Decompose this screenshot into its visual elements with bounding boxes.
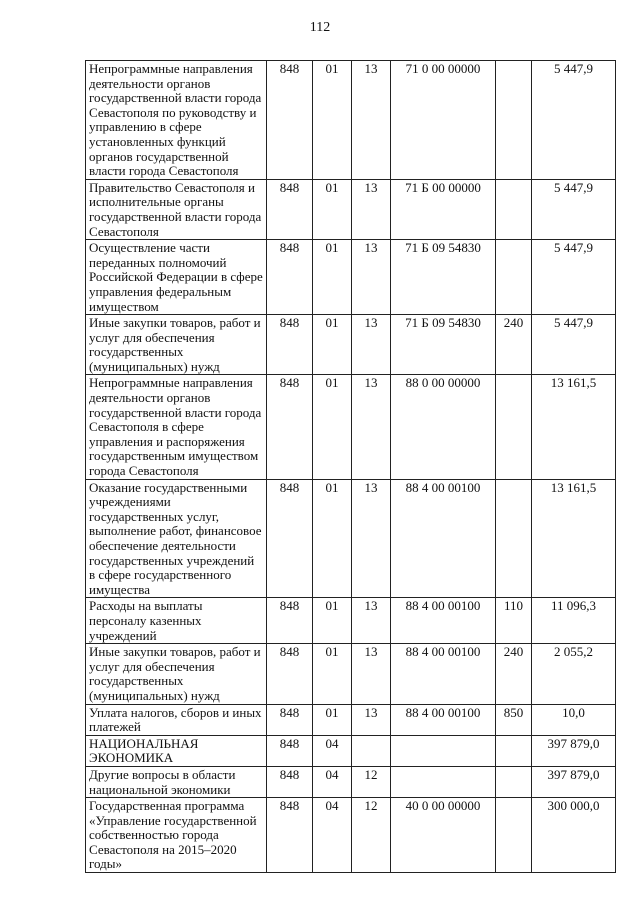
expense-name-cell: Расходы на выплаты персоналу казенных учреждений xyxy=(86,598,267,644)
table-row xyxy=(86,644,616,704)
section-cell: 01 xyxy=(313,179,352,239)
department-code-cell: 848 xyxy=(267,704,313,735)
amount-cell: 5 447,9 xyxy=(532,179,616,239)
table-row xyxy=(86,798,616,873)
amount-cell: 397 879,0 xyxy=(532,766,616,797)
subsection-cell: 13 xyxy=(352,179,391,239)
target-article-cell: 71 Б 00 00000 xyxy=(391,179,496,239)
table-row xyxy=(86,375,616,479)
expense-type-cell xyxy=(496,766,532,797)
section-cell: 01 xyxy=(313,479,352,598)
department-code-cell: 848 xyxy=(267,798,313,873)
table-row xyxy=(86,598,616,644)
target-article-cell: 40 0 00 00000 xyxy=(391,798,496,873)
expense-type-cell: 110 xyxy=(496,598,532,644)
table-row xyxy=(86,735,616,766)
page-number: 112 xyxy=(309,20,331,35)
expense-type-cell xyxy=(496,479,532,598)
expense-name-cell: НАЦИОНАЛЬНАЯ ЭКОНОМИКА xyxy=(86,735,267,766)
subsection-cell: 13 xyxy=(352,315,391,375)
department-code-cell: 848 xyxy=(267,179,313,239)
section-cell: 01 xyxy=(313,704,352,735)
section-cell: 01 xyxy=(313,644,352,704)
section-cell: 01 xyxy=(313,598,352,644)
section-cell: 01 xyxy=(313,315,352,375)
subsection-cell xyxy=(352,735,391,766)
department-code-cell: 848 xyxy=(267,315,313,375)
table-row xyxy=(86,315,616,375)
amount-cell: 13 161,5 xyxy=(532,479,616,598)
target-article-cell: 88 0 00 00000 xyxy=(391,375,496,479)
amount-cell: 397 879,0 xyxy=(532,735,616,766)
expense-name-cell: Другие вопросы в области национальной экономики xyxy=(86,766,267,797)
expense-type-cell: 240 xyxy=(496,315,532,375)
table-row xyxy=(86,179,616,239)
table-row xyxy=(86,240,616,315)
amount-cell: 13 161,5 xyxy=(532,375,616,479)
target-article-cell: 88 4 00 00100 xyxy=(391,704,496,735)
target-article-cell xyxy=(391,735,496,766)
department-code-cell: 848 xyxy=(267,598,313,644)
table-row xyxy=(86,766,616,797)
amount-cell: 5 447,9 xyxy=(532,315,616,375)
expense-name-cell: Непрограммные направления деятельности органов государственной власти города Севастополя по руководству и управлению в сфере установленных функций органов государственной власти города Севастополя xyxy=(86,61,267,180)
department-code-cell: 848 xyxy=(267,644,313,704)
subsection-cell: 13 xyxy=(352,598,391,644)
expense-type-cell xyxy=(496,798,532,873)
amount-cell: 5 447,9 xyxy=(532,61,616,180)
expense-type-cell xyxy=(496,61,532,180)
expense-type-cell xyxy=(496,375,532,479)
section-cell: 01 xyxy=(313,240,352,315)
expense-name-cell: Осуществление части переданных полномочий Российской Федерации в сфере управления федеральным имуществом xyxy=(86,240,267,315)
expense-name-cell: Иные закупки товаров, работ и услуг для обеспечения государственных (муниципальных) нужд xyxy=(86,315,267,375)
budget-table xyxy=(85,60,616,873)
expense-type-cell: 240 xyxy=(496,644,532,704)
department-code-cell: 848 xyxy=(267,479,313,598)
department-code-cell: 848 xyxy=(267,735,313,766)
expense-type-cell xyxy=(496,240,532,315)
expense-name-cell: Оказание государственными учреждениями государственных услуг, выполнение работ, финансовое обеспечение деятельности государственных учреждений в сфере государственного имущества xyxy=(86,479,267,598)
subsection-cell: 13 xyxy=(352,479,391,598)
expense-type-cell: 850 xyxy=(496,704,532,735)
amount-cell: 10,0 xyxy=(532,704,616,735)
expense-name-cell: Правительство Севастополя и исполнительные органы государственной власти города Севастополя xyxy=(86,179,267,239)
target-article-cell: 88 4 00 00100 xyxy=(391,644,496,704)
section-cell: 04 xyxy=(313,798,352,873)
department-code-cell: 848 xyxy=(267,766,313,797)
table-row xyxy=(86,61,616,180)
expense-name-cell: Уплата налогов, сборов и иных платежей xyxy=(86,704,267,735)
subsection-cell: 13 xyxy=(352,644,391,704)
expense-type-cell xyxy=(496,179,532,239)
subsection-cell: 13 xyxy=(352,240,391,315)
target-article-cell: 88 4 00 00100 xyxy=(391,598,496,644)
target-article-cell: 71 Б 09 54830 xyxy=(391,315,496,375)
amount-cell: 11 096,3 xyxy=(532,598,616,644)
subsection-cell: 12 xyxy=(352,798,391,873)
subsection-cell: 13 xyxy=(352,375,391,479)
target-article-cell: 71 0 00 00000 xyxy=(391,61,496,180)
expense-type-cell xyxy=(496,735,532,766)
subsection-cell: 13 xyxy=(352,704,391,735)
target-article-cell xyxy=(391,766,496,797)
table-row xyxy=(86,704,616,735)
target-article-cell: 71 Б 09 54830 xyxy=(391,240,496,315)
table-row xyxy=(86,479,616,598)
department-code-cell: 848 xyxy=(267,61,313,180)
expense-name-cell: Государственная программа «Управление государственной собственностью города Севастополя на 2015–2020 годы» xyxy=(86,798,267,873)
amount-cell: 300 000,0 xyxy=(532,798,616,873)
department-code-cell: 848 xyxy=(267,240,313,315)
amount-cell: 5 447,9 xyxy=(532,240,616,315)
section-cell: 01 xyxy=(313,375,352,479)
section-cell: 04 xyxy=(313,735,352,766)
subsection-cell: 13 xyxy=(352,61,391,180)
subsection-cell: 12 xyxy=(352,766,391,797)
amount-cell: 2 055,2 xyxy=(532,644,616,704)
section-cell: 04 xyxy=(313,766,352,797)
expense-name-cell: Непрограммные направления деятельности органов государственной власти города Севастополя в сфере управления и распоряжения государственным имуществом города Севастополя xyxy=(86,375,267,479)
expense-name-cell: Иные закупки товаров, работ и услуг для обеспечения государственных (муниципальных) нужд xyxy=(86,644,267,704)
section-cell: 01 xyxy=(313,61,352,180)
department-code-cell: 848 xyxy=(267,375,313,479)
target-article-cell: 88 4 00 00100 xyxy=(391,479,496,598)
